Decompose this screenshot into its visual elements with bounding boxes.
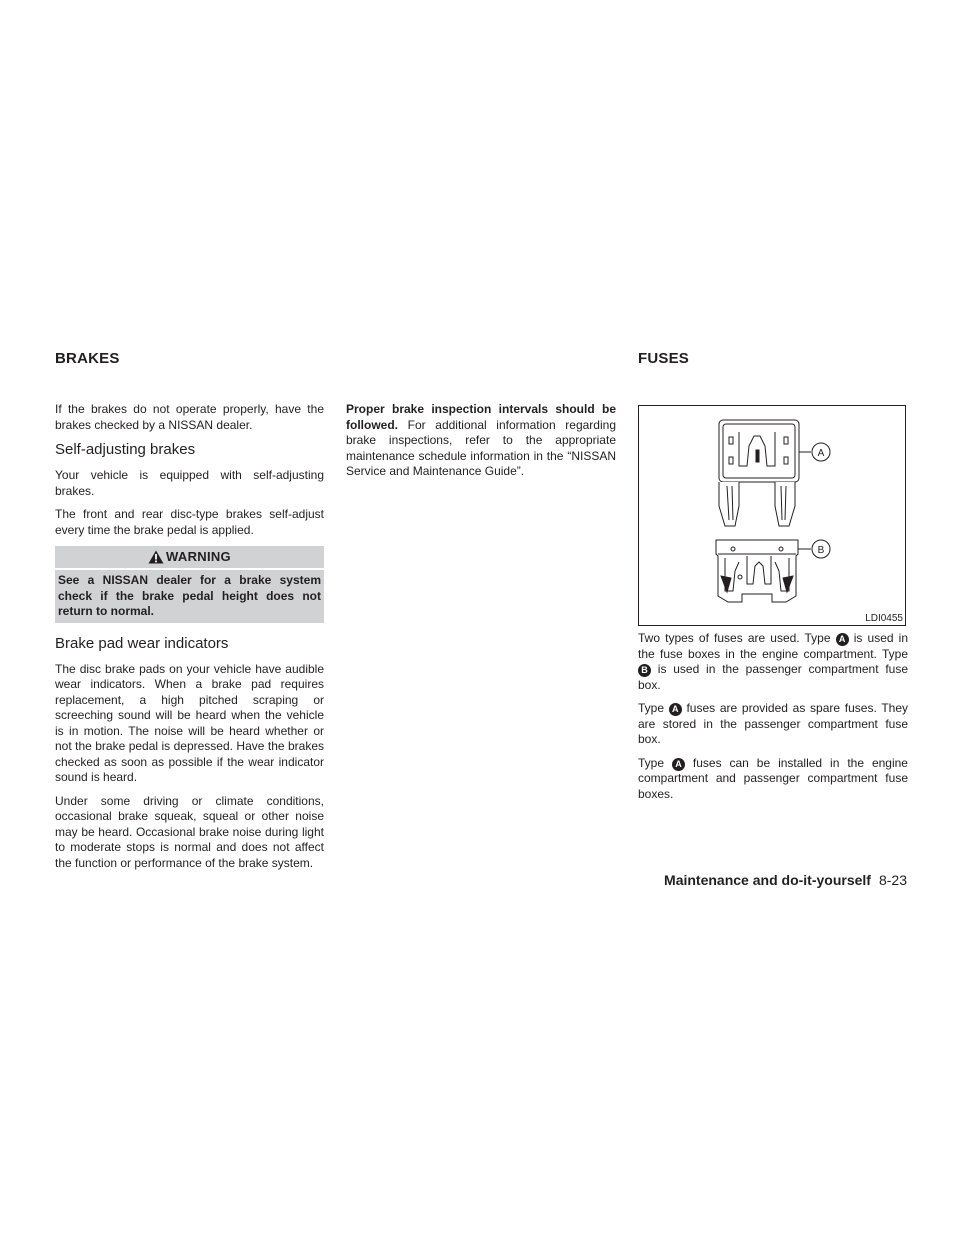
pad-wear-p1: The disc brake pads on your vehicle have audible wear indicators. When a brake pad requires replacement, a high pitched scraping or screeching sound will be heard when the vehicle is in motion. The noise will be heard whether or not the brake pedal is depressed. Have the brakes checked as soon as possible if the wear indicator sound is heard. xyxy=(55,661,324,784)
fuses-p2 xyxy=(638,701,908,748)
warning-box xyxy=(55,546,324,623)
page-footer xyxy=(664,872,907,888)
fuse-b-label: B xyxy=(817,545,825,556)
fuses-column xyxy=(638,631,908,810)
type-a-marker: A xyxy=(836,633,849,646)
fuses-p3-t2: fuses can be installed in the engine compartment and passenger compartment fuse boxes. xyxy=(638,755,908,801)
self-adjusting-p2: The front and rear disc-type brakes self-adjust every time the brake pedal is applied. xyxy=(55,507,324,537)
warning-text: See a NISSAN dealer for a brake system check if the brake pedal height does not return to normal. xyxy=(58,573,321,618)
fuses-p1-t1: Two types of fuses are used. Type xyxy=(638,631,836,645)
brakes-intro: If the brakes do not operate properly, have the brakes checked by a NISSAN dealer. xyxy=(55,402,324,432)
fuse-a-label: A xyxy=(817,448,825,459)
footer-section: Maintenance and do-it-yourself xyxy=(664,872,871,888)
pad-wear-subheading: Brake pad wear indicators xyxy=(55,634,229,652)
fuses-p2-t1: Type xyxy=(638,701,669,715)
self-adjusting-subheading: Self-adjusting brakes xyxy=(55,441,196,458)
pad-wear-p2: Under some driving or climate conditions, occasional brake squeak, squeal or other noise may be heard. Occasional brake noise during light to moderate stops is normal and does not affect the function or performance of the brake system. xyxy=(55,793,324,870)
fuses-heading: FUSES xyxy=(638,350,690,367)
page-number: 8-23 xyxy=(878,872,907,888)
fuse-illustration xyxy=(639,406,905,625)
brakes-middle-column xyxy=(346,402,616,488)
inspection-bold: Proper brake inspection intervals should be followed. xyxy=(346,402,616,432)
inspection-paragraph xyxy=(346,402,616,480)
fuses-p3-t1: Type xyxy=(638,755,672,770)
fuses-p1-t2: is used in the fuse boxes in the engine compartment. Type xyxy=(638,631,908,661)
brakes-heading: BRAKES xyxy=(55,350,120,367)
fuses-p1 xyxy=(638,631,908,693)
fuses-p3 xyxy=(638,756,908,803)
type-b-marker: B xyxy=(638,664,651,677)
self-adjusting-p1: Your vehicle is equipped with self-adjusting brakes. xyxy=(55,468,324,498)
figure-id: LDI0455 xyxy=(865,613,903,624)
fuses-p2-t2: fuses are provided as spare fuses. They are stored in the passenger compartment fuse box. xyxy=(638,701,908,746)
type-a-marker: A xyxy=(672,758,685,771)
warning-triangle-icon xyxy=(148,550,164,564)
warning-title xyxy=(55,546,324,570)
brakes-left-column xyxy=(55,402,324,879)
fuse-figure xyxy=(638,405,906,626)
fuses-p1-t3: is used in the passenger compartment fuse box. xyxy=(638,662,908,692)
inspection-rest: For additional information regarding brake inspections, refer to the appropriate maintenance schedule information in the “NISSAN Service and Maintenance Guide”. xyxy=(346,417,616,478)
warning-title-text: WARNING xyxy=(166,549,231,565)
type-a-marker: A xyxy=(669,703,682,716)
